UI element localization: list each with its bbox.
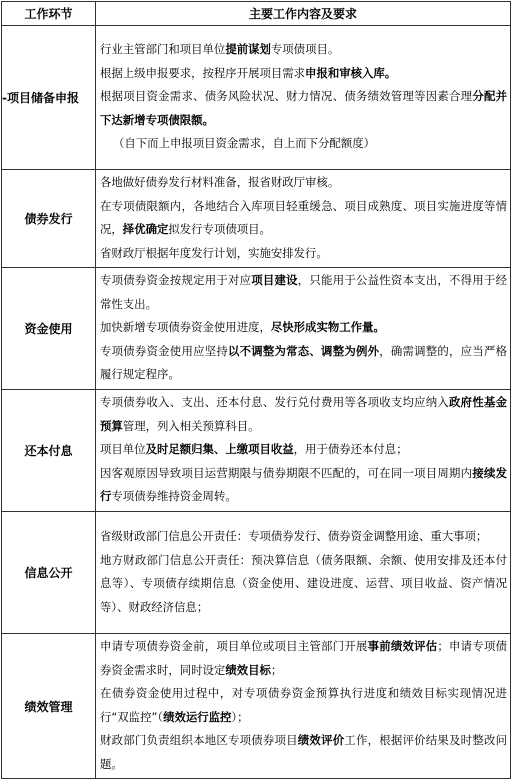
- content-cell: [96, 634, 511, 779]
- text-run: 在专项债限额内，各地结合入库项目轻重缓急、项目成熟度、项目实施进度等情况，: [100, 198, 507, 236]
- text-run: 各地做好债券发行材料准备，报省财政厅审核。: [100, 175, 340, 189]
- text-run: 专项债券维持资金周转。: [111, 489, 237, 504]
- header-stage: 工作环节: [2, 2, 96, 26]
- bold-text: 申报和审核入库。: [305, 65, 397, 80]
- table-header-row: [2, 2, 511, 26]
- table-row: [2, 390, 511, 512]
- document-page: [0, 1, 512, 771]
- bold-text: 项目建设: [251, 273, 298, 288]
- content-cell: [96, 268, 511, 390]
- text-run: 拟发行专项债项目。: [168, 222, 271, 236]
- text-run: 地方财政部门信息公开责任：预决算信息（债务限额、余额、使用安排及还本付息等）、专项债存续期信息（资金使用、建设进度、运营、项目收益、资产情况等）、财政经济信息；: [100, 552, 507, 614]
- stage-cell: 绩效管理: [2, 634, 96, 779]
- content-item: [100, 242, 507, 266]
- table-row: [2, 26, 511, 170]
- content-item: [100, 62, 507, 86]
- content-item: [100, 132, 507, 156]
- table-row: [2, 634, 511, 779]
- content-item: [100, 549, 507, 620]
- text-run: ，用于债券还本付息；: [293, 442, 408, 457]
- text-run: 专项债项目。: [270, 42, 340, 57]
- bold-text: 提前谋划: [225, 42, 271, 57]
- content-item: [100, 635, 507, 682]
- bold-text: 接续发行: [100, 465, 507, 504]
- text-run: 根据项目资金需求、债务风险状况、财力情况、债务绩效管理等因素合理: [100, 89, 473, 104]
- content-item: [100, 729, 507, 776]
- text-run: ；: [270, 662, 283, 677]
- bold-text: 政府性基金预算: [100, 395, 507, 433]
- text-run: 管理，列入相关预算科目。: [122, 418, 260, 433]
- header-content: 主要工作内容及要求: [96, 2, 511, 26]
- bold-text: 事前绩效评估: [367, 639, 438, 653]
- stage-cell: 信息公开: [2, 512, 96, 634]
- content-item: [100, 682, 507, 729]
- table-row: [2, 512, 511, 634]
- content-item: [100, 195, 507, 242]
- stage-cell: 债券发行: [2, 170, 96, 268]
- bold-text: 以不调整为常态、调整为例外: [227, 343, 380, 358]
- bold-text: 绩效运行监控: [163, 709, 232, 724]
- content-item: [100, 340, 507, 387]
- text-run: ）；: [231, 709, 249, 724]
- text-run: （自下而上申报项目资金需求，自上而下分配额度）: [113, 136, 375, 151]
- content-item: [100, 525, 507, 549]
- table-row: [2, 268, 511, 390]
- text-run: 省级财政部门信息公开责任：专项债券发行、债券资金调整用途、重大事项；: [100, 529, 488, 543]
- text-run: 根据上级申报要求，按程序开展项目需求: [100, 65, 306, 80]
- text-run: 财政部门负责组织本地区专项债券项目: [100, 733, 298, 747]
- text-run: ，确需调整的，应当严格履行规定程序。: [100, 343, 507, 382]
- workflow-table: [1, 1, 511, 779]
- content-item: [100, 462, 507, 509]
- stage-cell: -项目储备申报: [2, 26, 96, 170]
- stage-cell: 资金使用: [2, 268, 96, 390]
- content-item: [100, 438, 507, 462]
- text-run: 项目单位: [100, 442, 146, 457]
- content-item: [100, 316, 507, 340]
- bold-text: 及时足额归集、上缴项目收益: [145, 442, 294, 457]
- content-item: [100, 171, 507, 195]
- bold-text: 绩效目标: [225, 662, 271, 677]
- text-run: ，只能用于公益性资本支出，不得用于经常性支出。: [100, 273, 507, 311]
- text-run: 工作，根据评价结果及时整改问题。: [100, 733, 507, 771]
- text-run: 申请专项债券资金前，项目单位或项目主管部门开展: [100, 639, 368, 653]
- stage-cell: 还本付息: [2, 390, 96, 512]
- content-cell: [96, 170, 511, 268]
- bold-text: 绩效评价: [297, 733, 345, 747]
- text-run: 因客观原因导致项目运营期限与债券期限不匹配的，可在同一项目周期内: [100, 465, 473, 480]
- text-run: 专项债券收入、支出、还本付息、发行兑付费用等各项收支均应纳入: [100, 395, 450, 410]
- bold-text: 择优确定: [122, 222, 169, 236]
- text-run: 专项债券资金按规定用于对应: [100, 273, 252, 288]
- bold-text: 分配并下达新增专项债限额。: [100, 89, 507, 127]
- content-cell: [96, 26, 511, 170]
- text-run: ；申请专项债券资金需求时，同时设定: [100, 639, 507, 677]
- content-item: [100, 269, 507, 316]
- text-run: 专项债券资金使用应坚持: [100, 343, 228, 358]
- text-run: 加快新增专项债券资金使用进度，: [100, 320, 271, 335]
- text-run: 行业主管部门和项目单位: [100, 42, 226, 57]
- content-item: [100, 38, 507, 62]
- bold-text: 尽快形成实物工作量。: [270, 320, 385, 335]
- content-item: [100, 85, 507, 132]
- content-cell: [96, 390, 511, 512]
- text-run: 在债券资金使用过程中，对专项债券资金预算执行进度和绩效目标实现情况进行“双监控”（: [100, 686, 507, 724]
- text-run: 省财政厅根据年度发行计划，实施安排发行。: [100, 245, 328, 260]
- table-row: [2, 170, 511, 268]
- content-item: [100, 391, 507, 438]
- content-cell: [96, 512, 511, 634]
